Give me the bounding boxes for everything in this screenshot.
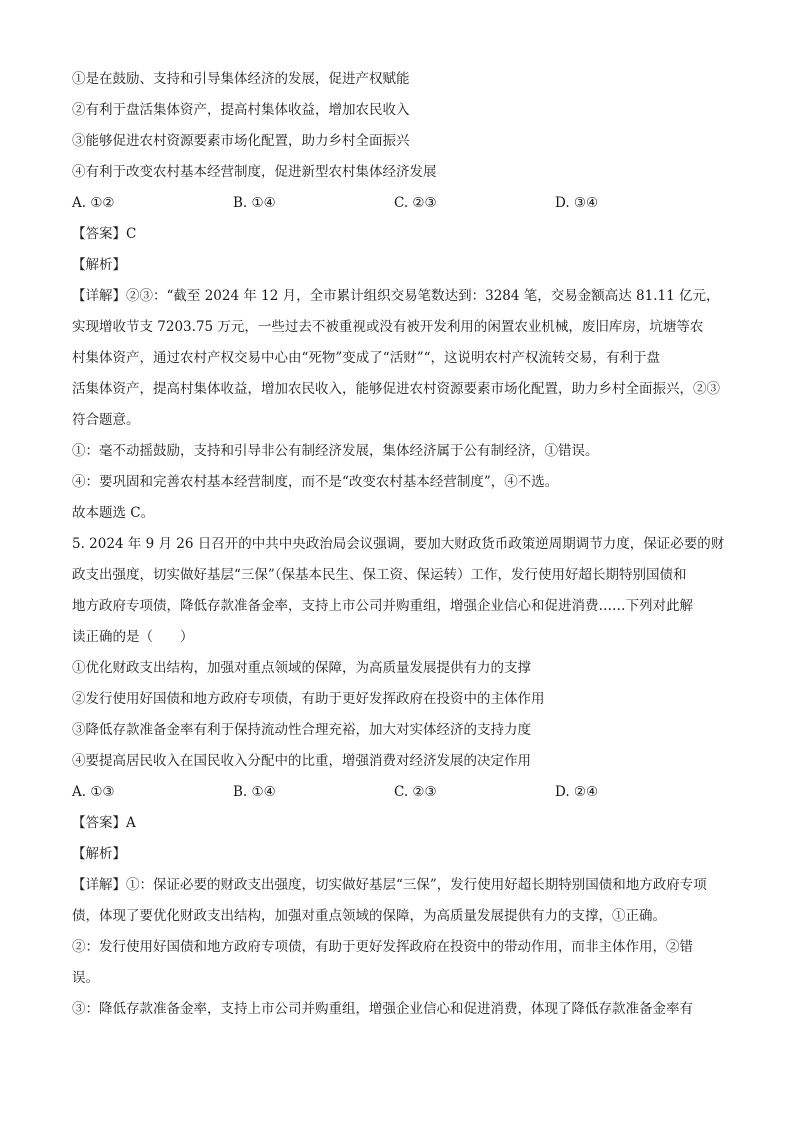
q5-detail-line-3: ②：发行使用好国债和地方政府专项债，有助于更好发挥政府在投资中的带动作用，而非主体作用，②错 <box>72 939 693 955</box>
q5-stem-line-1: 5. 2024 年 9 月 26 日召开的中共中央政治局会议强调，要加大财政货币政策逆周期调节力度，保证必要的财 <box>72 536 724 552</box>
q5-answer: 【答案】A <box>72 815 136 831</box>
q5-statement-4: ④要提高居民收入在国民收入分配中的比重，增强消费对经济发展的决定作用 <box>72 753 531 769</box>
q4-analysis-label: 【解析】 <box>72 257 126 273</box>
q4-statement-1: ①是在鼓励、支持和引导集体经济的发展，促进产权赋能 <box>72 71 410 87</box>
q5-option-c: C. ②③ <box>394 784 437 800</box>
q4-option-b: B. ①④ <box>233 195 276 211</box>
q4-options <box>72 188 724 219</box>
q5-option-b: B. ①④ <box>233 784 276 800</box>
q5-detail-line-5: ③：降低存款准备金率，支持上市公司并购重组，增强企业信心和促进消费，体现了降低存款准备金率有 <box>72 1001 693 1017</box>
q4-option-d: D. ③④ <box>555 195 599 211</box>
q5-detail-line-2: 债，体现了要优化财政支出结构，加强对重点领域的保障，为高质量发展提供有力的支撑，①正确。 <box>72 908 666 924</box>
q5-option-a: A. ①③ <box>72 784 115 800</box>
q4-conclusion: 故本题选 C。 <box>72 505 155 521</box>
q5-detail-line-1: 【详解】①：保证必要的财政支出强度，切实做好基层“三保”，发行使用好超长期特别国债和地方政府专项 <box>72 877 707 893</box>
q4-detail-line-3: 村集体资产，通过农村产权交易中心由“死物”变成了“活财”“，这说明农村产权流转交易，有利于盘 <box>72 350 661 366</box>
q5-option-d: D. ②④ <box>555 784 599 800</box>
q5-statement-2: ②发行使用好国债和地方政府专项债，有助于更好发挥政府在投资中的主体作用 <box>72 691 545 707</box>
document-page <box>72 64 724 1025</box>
q4-statement-4: ④有利于改变农村基本经营制度，促进新型农村集体经济发展 <box>72 164 437 180</box>
q4-note-2: ④：要巩固和完善农村基本经营制度，而不是“改变农村基本经营制度”，④不选。 <box>72 474 559 490</box>
q5-stem <box>72 529 724 653</box>
q4-option-a: A. ①② <box>72 195 115 211</box>
q5-stem-line-2: 政支出强度，切实做好基层“三保”（保基本民生、保工资、保运转）工作，发行使用好超长期特别国债和 <box>72 567 687 583</box>
q5-analysis-label: 【解析】 <box>72 846 126 862</box>
q5-options <box>72 777 724 808</box>
q4-detail <box>72 281 724 436</box>
q4-statement-2: ②有利于盘活集体资产，提高村集体收益，增加农民收入 <box>72 102 410 118</box>
q4-detail-line-4: 活集体资产，提高村集体收益，增加农民收入，能够促进农村资源要素市场化配置，助力乡村全面振兴，②③ <box>72 381 720 397</box>
q5-stem-line-3: 地方政府专项债，降低存款准备金率，支持上市公司并购重组，增强企业信心和促进消费……下列对此解 <box>72 598 693 614</box>
q4-detail-line-2: 实现增收节支 7203.75 万元，一些过去不被重视或没有被开发利用的闲置农业机械，废旧库房，坑塘等农 <box>72 319 704 335</box>
q5-statement-3: ③降低存款准备金率有利于保持流动性合理充裕，加大对实体经济的支持力度 <box>72 722 531 738</box>
q4-detail-line-1: 【详解】②③：“截至 2024 年 12 月，全市累计组织交易笔数达到：3284 笔，交易金额高达 81.11 亿元， <box>72 288 720 304</box>
q5-detail-line-4: 误。 <box>72 970 99 986</box>
q4-note-1: ①：毫不动摇鼓励，支持和引导非公有制经济发展，集体经济属于公有制经济，①错误。 <box>72 443 599 459</box>
q4-option-c: C. ②③ <box>394 195 437 211</box>
q4-detail-line-5: 符合题意。 <box>72 412 140 428</box>
q5-stem-line-4: 读正确的是（ ） <box>72 629 194 645</box>
q4-answer: 【答案】C <box>72 226 137 242</box>
q5-statement-1: ①优化财政支出结构，加强对重点领域的保障，为高质量发展提供有力的支撑 <box>72 660 531 676</box>
q4-statement-3: ③能够促进农村资源要素市场化配置，助力乡村全面振兴 <box>72 133 410 149</box>
q5-detail <box>72 870 724 1025</box>
